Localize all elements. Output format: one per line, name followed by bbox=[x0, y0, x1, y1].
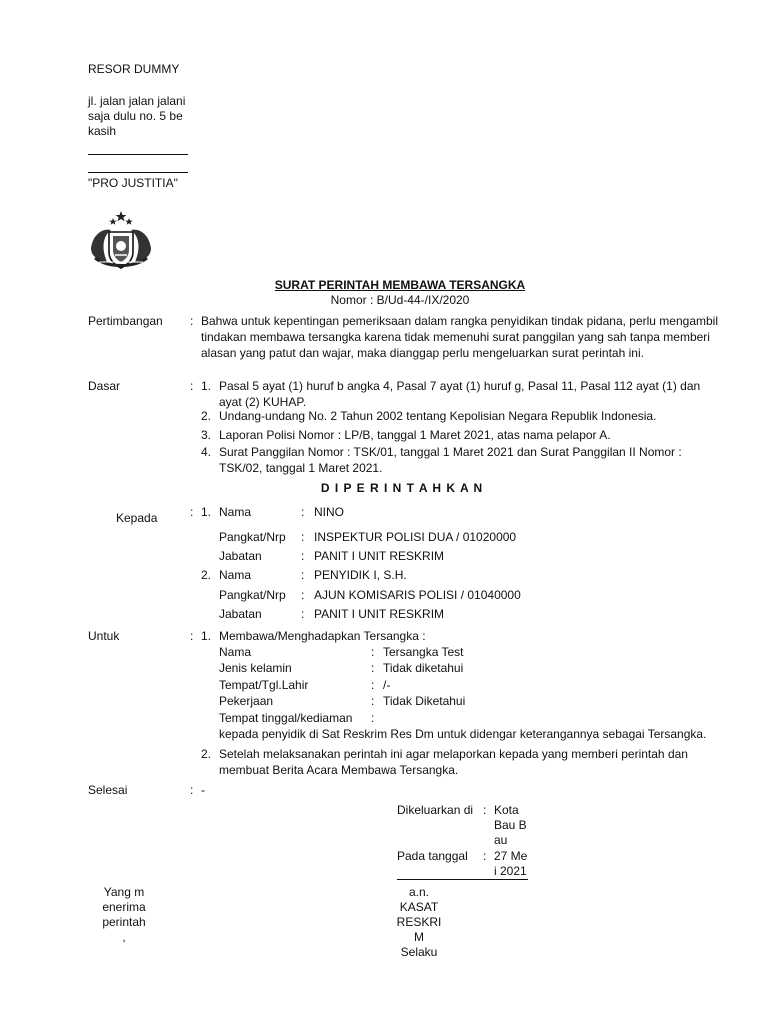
dasar-item-text: Pasal 5 ayat (1) huruf b angka 4, Pasal 7 ayat (1) huruf g, Pasal 11, Pasal 112 ayat (1) dan ayat (2) KUHAP. bbox=[219, 379, 701, 409]
receiver-line: enerima bbox=[102, 900, 146, 914]
untuk-item-closing: kepada penyidik di Sat Reskrim Res Dm untuk didengar keterangannya sebagai Tersangka. bbox=[219, 727, 707, 741]
document-number: Nomor : B/Ud-44-/IX/2020 bbox=[330, 293, 470, 307]
colon: : bbox=[371, 661, 375, 675]
selesai-value: - bbox=[201, 783, 205, 797]
officer-pangkat: INSPEKTUR POLISI DUA / 01020000 bbox=[314, 530, 517, 544]
colon: : bbox=[301, 530, 305, 544]
tersangka-field-label: Nama bbox=[219, 645, 252, 659]
officer-jabatan-label: Jabatan bbox=[219, 549, 262, 563]
untuk-item-number: 1. bbox=[201, 629, 212, 643]
issued-place-line: Kota bbox=[494, 803, 519, 817]
colon: : bbox=[301, 549, 305, 563]
issued-date-line: i 2021 bbox=[494, 864, 527, 878]
colon: : bbox=[190, 505, 194, 519]
address-line: jl. jalan jalan jalani bbox=[88, 94, 186, 108]
officer-nama: PENYIDIK I, S.H. bbox=[314, 568, 407, 582]
colon: : bbox=[483, 849, 487, 863]
address-line: kasih bbox=[88, 124, 117, 138]
untuk-item-title: Membawa/Menghadapkan Tersangka : bbox=[219, 629, 426, 643]
document-title: SURAT PERINTAH MEMBAWA TERSANGKA bbox=[274, 278, 526, 292]
signer-line: a.n. bbox=[408, 885, 429, 899]
signer-line: RESKRI bbox=[396, 915, 442, 929]
tersangka-field-label: Tempat/Tgl.Lahir bbox=[219, 678, 309, 692]
org-name: RESOR DUMMY bbox=[88, 62, 180, 76]
colon: : bbox=[371, 694, 375, 708]
tersangka-field-value: Tersangka Test bbox=[383, 645, 464, 659]
colon: : bbox=[301, 588, 305, 602]
colon: : bbox=[371, 711, 375, 725]
officer-number: 2. bbox=[201, 568, 212, 582]
issued-place-label: Dikeluarkan di bbox=[397, 803, 474, 817]
kepada-label: Kepada bbox=[116, 511, 158, 525]
dasar-item-number: 1. bbox=[201, 379, 212, 393]
dasar-item-text: Laporan Polisi Nomor : LP/B, tanggal 1 Maret 2021, atas nama pelapor A. bbox=[219, 428, 611, 442]
signer-line: M bbox=[414, 930, 424, 944]
header-divider bbox=[88, 154, 188, 155]
colon: : bbox=[190, 379, 194, 393]
receiver-line: perintah bbox=[102, 915, 146, 929]
tersangka-field-label: Pekerjaan bbox=[219, 694, 274, 708]
selesai-label: Selesai bbox=[88, 783, 128, 797]
dasar-label: Dasar bbox=[88, 379, 121, 393]
issued-place-line: au bbox=[494, 833, 508, 847]
colon: : bbox=[483, 803, 487, 817]
tersangka-field-label: Tempat tinggal/kediaman bbox=[219, 711, 353, 725]
address-line: saja dulu no. 5 be bbox=[88, 109, 183, 123]
untuk-label: Untuk bbox=[88, 629, 120, 643]
tersangka-field-label: Jenis kelamin bbox=[219, 661, 292, 675]
dasar-item-text: Surat Panggilan Nomor : TSK/01, tanggal 1 Maret 2021 dan Surat Panggilan II Nomor : TSK/02, tanggal 1 Maret 2021. bbox=[219, 445, 682, 475]
dasar-item-number: 4. bbox=[201, 445, 212, 459]
header-divider bbox=[88, 172, 188, 173]
colon: : bbox=[301, 568, 305, 582]
issued-divider bbox=[397, 879, 528, 880]
signer-line: KASAT bbox=[399, 900, 439, 914]
dasar-item-number: 3. bbox=[201, 428, 212, 442]
police-emblem-icon bbox=[85, 208, 157, 272]
officer-jabatan: PANIT I UNIT RESKRIM bbox=[314, 549, 445, 563]
colon: : bbox=[371, 678, 375, 692]
officer-number: 1. bbox=[201, 505, 212, 519]
tersangka-field-value: /- bbox=[383, 678, 391, 692]
officer-pangkat-label: Pangkat/Nrp bbox=[219, 530, 286, 544]
untuk-item-text: Setelah melaksanakan perintah ini agar melaporkan kepada yang memberi perintah dan membuat Berita Acara Membawa Tersangka. bbox=[219, 747, 688, 777]
tersangka-field-value: Tidak Diketahui bbox=[383, 694, 466, 708]
dasar-item-number: 2. bbox=[201, 409, 212, 423]
receiver-line: , bbox=[122, 930, 126, 944]
colon: : bbox=[371, 645, 375, 659]
issued-place-line: Bau B bbox=[494, 818, 527, 832]
tersangka-field-value: Tidak diketahui bbox=[383, 661, 464, 675]
pro-justitia: "PRO JUSTITIA" bbox=[88, 176, 178, 190]
colon: : bbox=[301, 607, 305, 621]
officer-nama-label: Nama bbox=[219, 505, 252, 519]
dasar-item-text: Undang-undang No. 2 Tahun 2002 tentang Kepolisian Negara Republik Indonesia. bbox=[219, 409, 657, 423]
colon: : bbox=[190, 783, 194, 797]
pertimbangan-label: Pertimbangan bbox=[88, 314, 163, 328]
colon: : bbox=[190, 314, 194, 328]
officer-pangkat-label: Pangkat/Nrp bbox=[219, 588, 286, 602]
receiver-line: Yang m bbox=[103, 885, 145, 899]
officer-jabatan-label: Jabatan bbox=[219, 607, 262, 621]
diperintahkan-heading: D I P E R I N T A H K A N bbox=[320, 481, 484, 495]
issued-date-label: Pada tanggal bbox=[397, 849, 468, 863]
colon: : bbox=[190, 629, 194, 643]
signer-line: Selaku bbox=[400, 945, 438, 959]
colon: : bbox=[301, 505, 305, 519]
officer-jabatan: PANIT I UNIT RESKRIM bbox=[314, 607, 445, 621]
officer-nama: NINO bbox=[314, 505, 344, 519]
pertimbangan-text: Bahwa untuk kepentingan pemeriksaan dalam rangka penyidikan tindak pidana, perlu mengambil tindakan membawa tersangka karena tidak memenuhi surat panggilan yang sah tanpa memberi alasan yang patut dan wajar, maka dianggap perlu mengeluarkan surat perintah ini. bbox=[201, 314, 718, 360]
officer-pangkat: AJUN KOMISARIS POLISI / 01040000 bbox=[314, 588, 521, 602]
untuk-item-number: 2. bbox=[201, 747, 212, 761]
officer-nama-label: Nama bbox=[219, 568, 252, 582]
issued-date-line: 27 Me bbox=[494, 849, 528, 863]
